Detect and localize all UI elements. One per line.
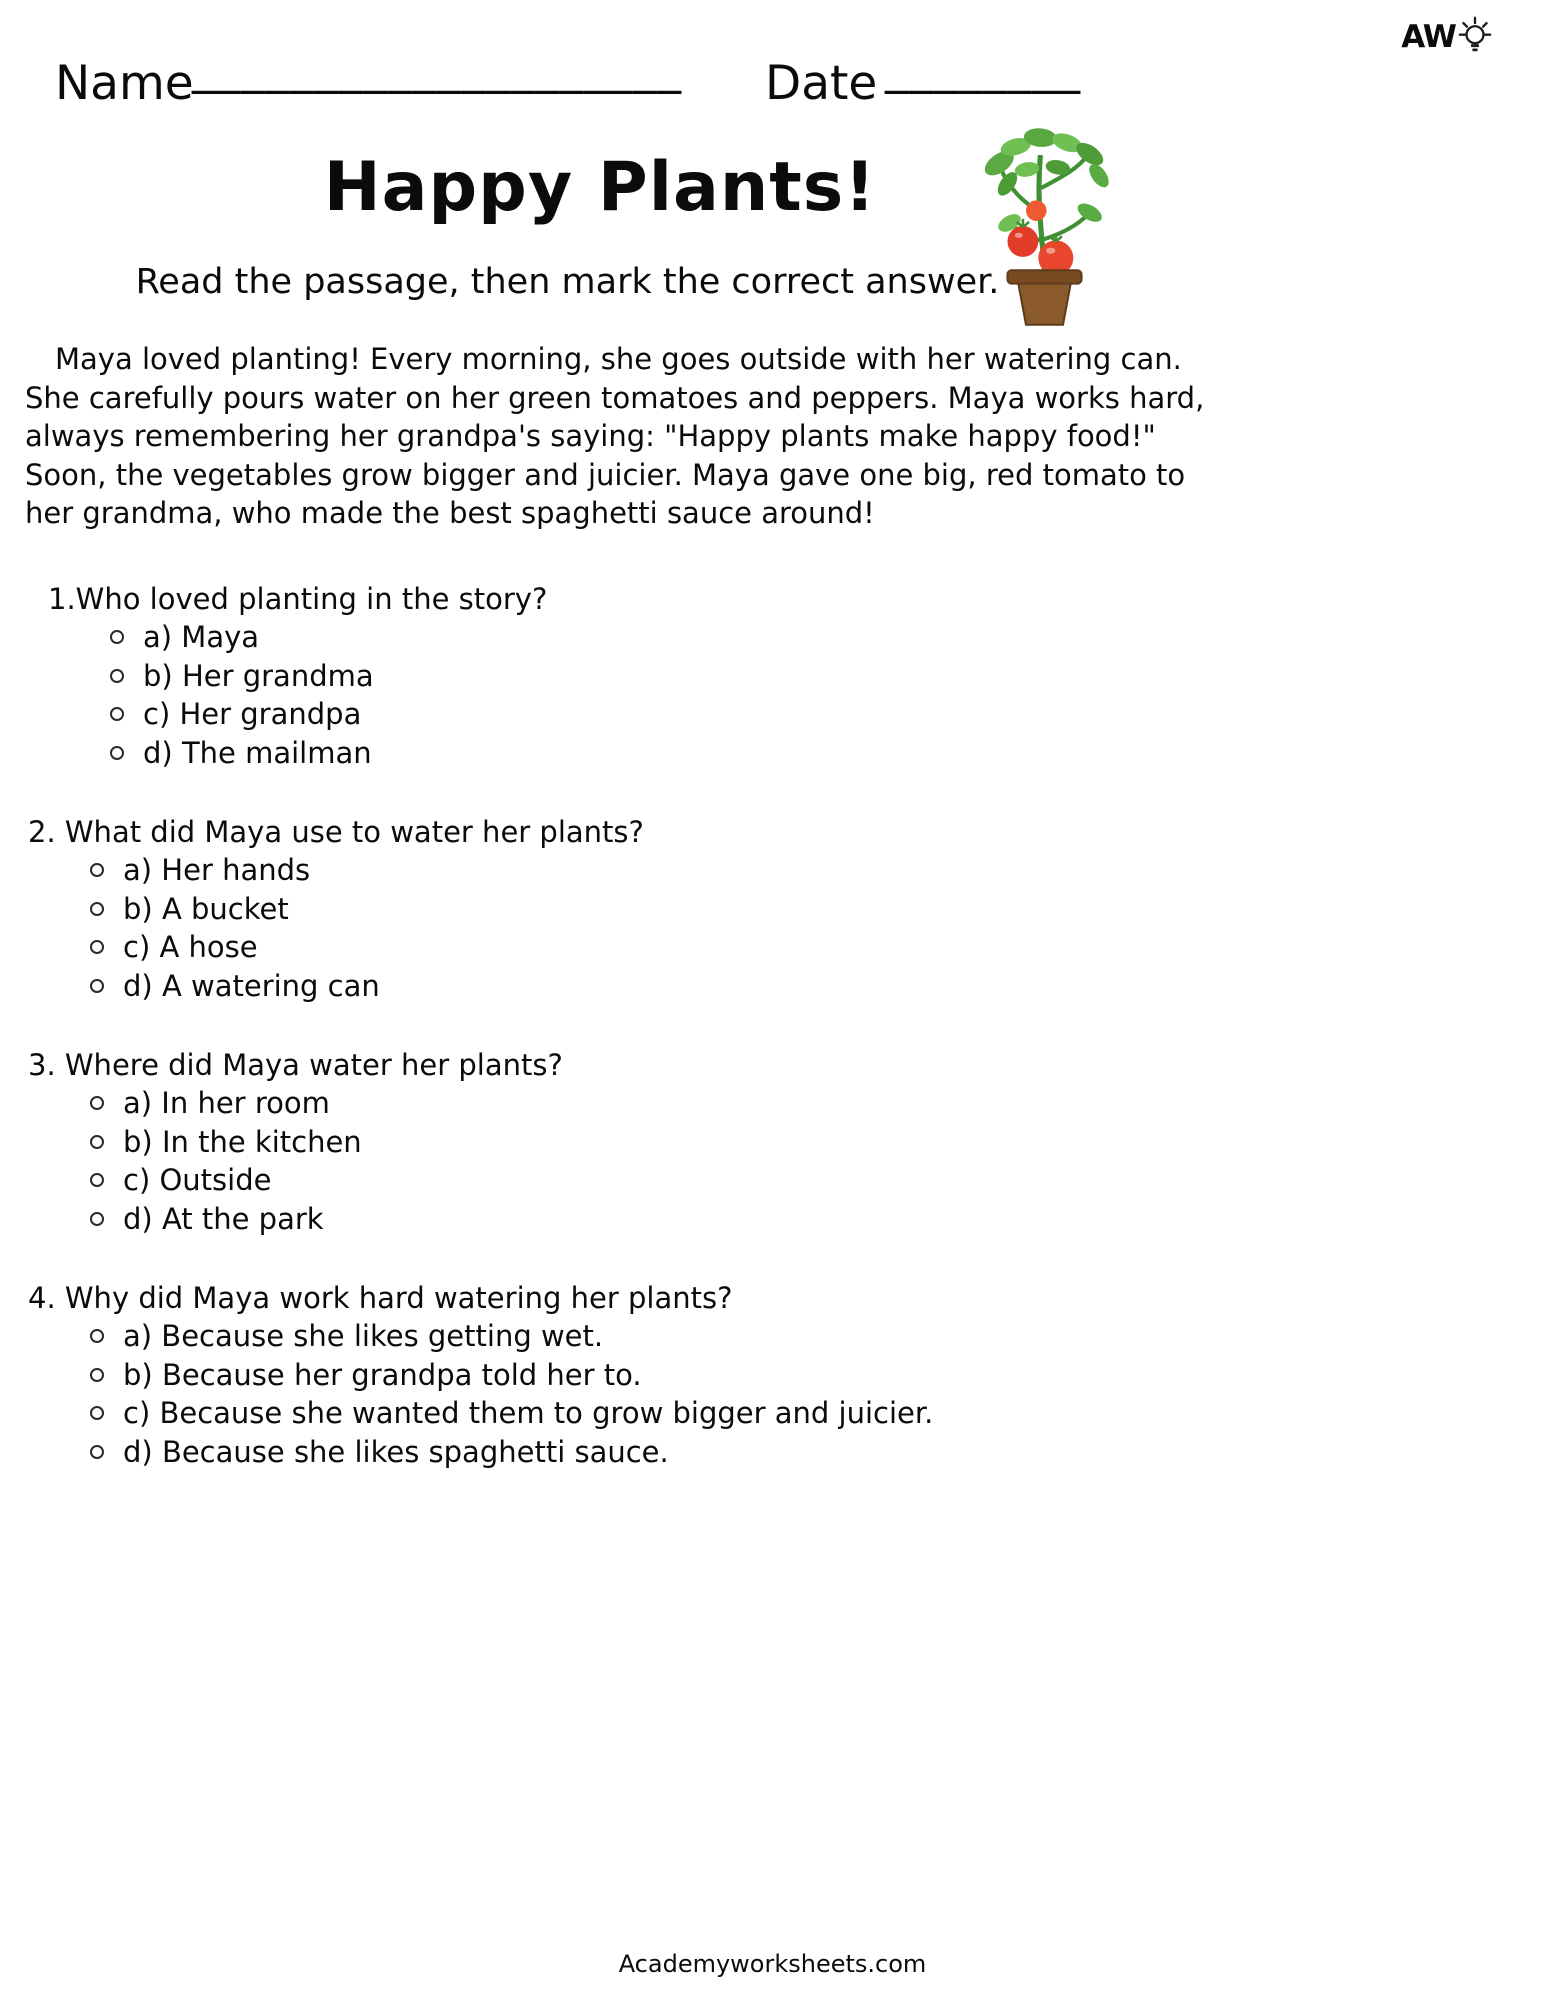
answer-option-label: d) Because she likes spaghetti sauce. xyxy=(123,1434,669,1469)
answer-option-label: c) Her grandpa xyxy=(143,697,362,732)
radio-circle[interactable] xyxy=(110,669,124,683)
answer-option[interactable] xyxy=(90,928,1348,967)
answer-option-label: c) Outside xyxy=(123,1163,272,1198)
reading-passage: Maya loved planting! Every morning, she goes outside with her watering can. She carefully pours water on her green tomatoes and peppers. Maya works hard, always remembering her grandpa's saying: "Happy plants make happy food!" Soon, the vegetables grow bigger and juicier. Maya gave one big, red tomato to her grandma, who made the best spaghetti sauce around! xyxy=(25,342,1205,530)
options-group xyxy=(28,1317,1348,1471)
question-list xyxy=(28,580,1348,1512)
answer-option[interactable] xyxy=(110,657,1348,696)
aw-logo xyxy=(1401,16,1493,57)
answer-option[interactable] xyxy=(110,695,1348,734)
answer-option[interactable] xyxy=(90,1356,1348,1395)
answer-option-label: c) A hose xyxy=(123,930,258,965)
radio-circle[interactable] xyxy=(90,863,104,877)
question-1 xyxy=(28,580,1348,772)
answer-option[interactable] xyxy=(90,1084,1348,1123)
answer-option-label: a) Her hands xyxy=(123,853,311,888)
question-2 xyxy=(28,813,1348,1005)
answer-option[interactable] xyxy=(90,1433,1348,1472)
radio-circle[interactable] xyxy=(90,1135,104,1149)
question-3 xyxy=(28,1046,1348,1238)
radio-circle[interactable] xyxy=(90,1445,104,1459)
radio-circle[interactable] xyxy=(90,1329,104,1343)
radio-circle[interactable] xyxy=(90,940,104,954)
radio-circle[interactable] xyxy=(90,902,104,916)
question-4 xyxy=(28,1279,1348,1471)
radio-circle[interactable] xyxy=(90,1406,104,1420)
answer-option-label: d) A watering can xyxy=(123,968,380,1003)
date-label: Date xyxy=(765,56,878,111)
answer-option-label: a) Because she likes getting wet. xyxy=(123,1319,604,1354)
radio-circle[interactable] xyxy=(90,1212,104,1226)
answer-option-label: b) Her grandma xyxy=(143,658,374,693)
answer-option-label: b) In the kitchen xyxy=(123,1124,362,1159)
answer-option-label: d) At the park xyxy=(123,1201,324,1236)
answer-option-label: a) In her room xyxy=(123,1086,330,1121)
answer-option[interactable] xyxy=(110,734,1348,773)
answer-option[interactable] xyxy=(90,851,1348,890)
radio-circle[interactable] xyxy=(90,1368,104,1382)
question-text: 4. Why did Maya work hard watering her plants? xyxy=(28,1281,733,1315)
radio-circle[interactable] xyxy=(90,979,104,993)
name-blank-line[interactable]: ____________________ xyxy=(192,40,682,95)
answer-option[interactable] xyxy=(90,967,1348,1006)
page-title: Happy Plants! xyxy=(323,148,877,227)
footer-website: Academyworksheets.com xyxy=(618,1950,927,1978)
date-blank-line[interactable]: ________ xyxy=(885,40,1081,95)
answer-option[interactable] xyxy=(90,890,1348,929)
options-group xyxy=(28,1084,1348,1238)
question-text: 2. What did Maya use to water her plants? xyxy=(28,815,644,849)
lightbulb-icon xyxy=(1457,16,1493,57)
options-group xyxy=(28,851,1348,1005)
answer-option-label: b) Because her grandpa told her to. xyxy=(123,1357,642,1392)
answer-option[interactable] xyxy=(110,618,1348,657)
answer-option[interactable] xyxy=(90,1200,1348,1239)
radio-circle[interactable] xyxy=(110,707,124,721)
answer-option[interactable] xyxy=(90,1394,1348,1433)
question-text: 1.Who loved planting in the story? xyxy=(48,582,548,616)
answer-option[interactable] xyxy=(90,1161,1348,1200)
answer-option[interactable] xyxy=(90,1317,1348,1356)
answer-option-label: b) A bucket xyxy=(123,891,289,926)
answer-option-label: a) Maya xyxy=(143,620,260,655)
instructions-text: Read the passage, then mark the correct answer. xyxy=(135,262,1000,302)
answer-option-label: d) The mailman xyxy=(143,735,372,770)
radio-circle[interactable] xyxy=(110,630,124,644)
radio-circle[interactable] xyxy=(90,1096,104,1110)
radio-circle[interactable] xyxy=(110,746,124,760)
question-text: 3. Where did Maya water her plants? xyxy=(28,1048,563,1082)
answer-option[interactable] xyxy=(90,1123,1348,1162)
answer-option-label: c) Because she wanted them to grow bigger and juicier. xyxy=(123,1396,934,1431)
logo-text: AW xyxy=(1401,18,1456,55)
radio-circle[interactable] xyxy=(90,1173,104,1187)
name-label: Name xyxy=(55,56,194,111)
options-group xyxy=(48,618,1348,772)
